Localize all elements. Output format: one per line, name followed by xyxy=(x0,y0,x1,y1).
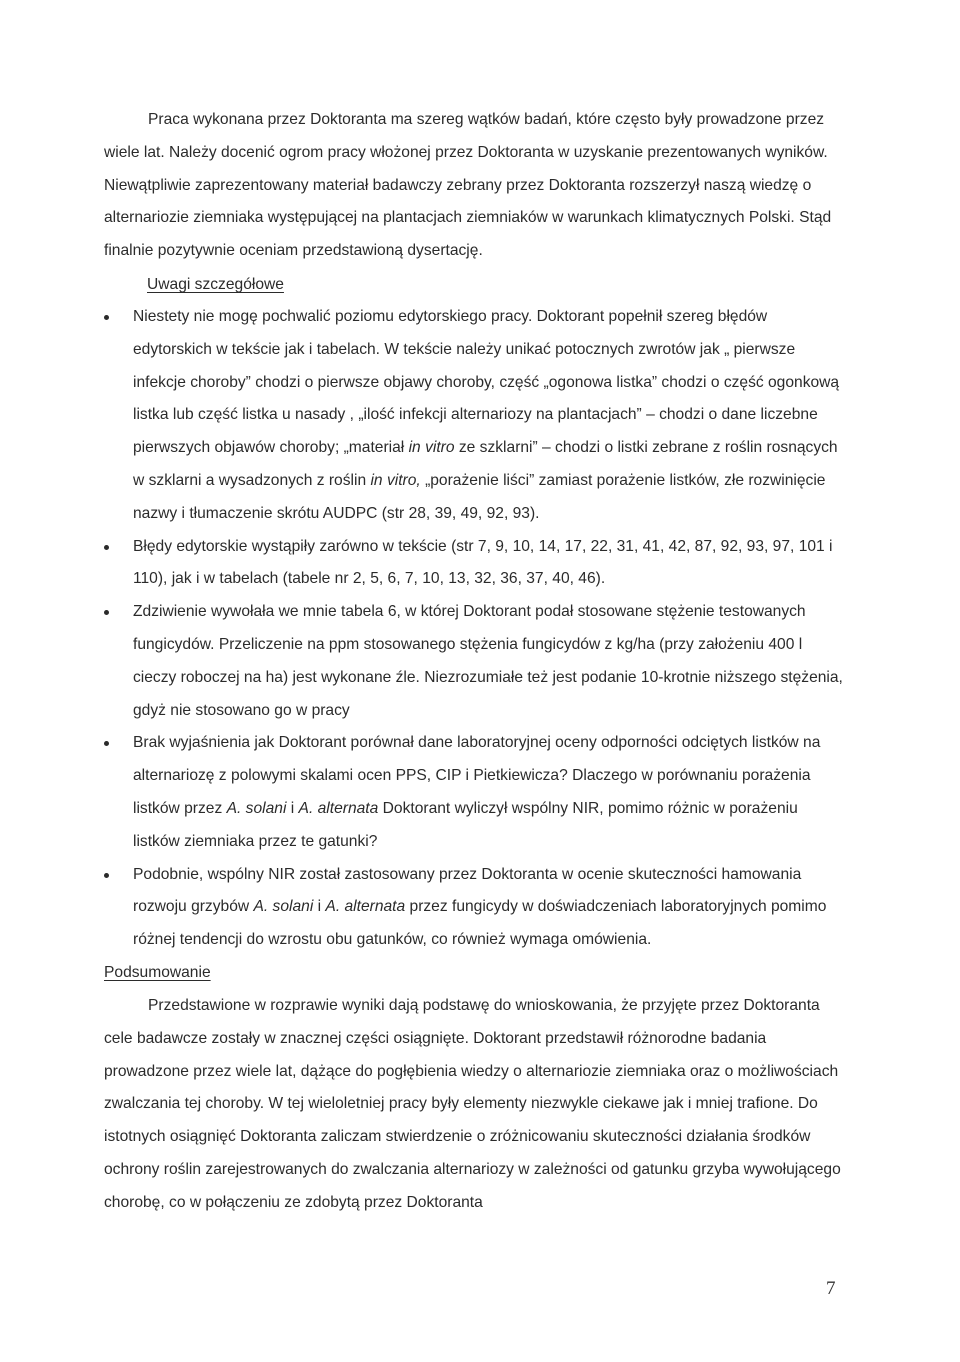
item-text: Niestety nie mogę pochwalić poziomu edytorskiego pracy. Doktorant popełnił szereg błędów edytorskich w tekście jak i tabelach. W tekście należy unikać potocznych zwrotów jak „ pierwsze infekcje choroby” chodzi o pierwsze objawy choroby, część „ogonowa listka” chodzi o część ogonkową listka lub część listka u nasady , „ilość infekcji alternariozy na plantacjach” – chodzi o dane liczebne pierwszych objawów choroby; „materiał xyxy=(133,308,840,457)
intro-text: Praca wykonana przez Doktoranta ma szereg wątków badań, które często były prowadzone przez wiele lat. Należy docenić ogrom pracy włożonej przez Doktoranta w uzyskanie prezentowanych wyników. Niewątpliwie zaprezentowany materiał badawczy zebrany przez Doktoranta rozszerzył naszą wiedzę o alternariozie ziemniaka występującej na plantacjach ziemniaków w warunkach klimatycznych Polski. Stąd finalnie pozytywnie oceniam przedstawioną dysertację. xyxy=(104,111,832,260)
list-item xyxy=(104,531,844,597)
summary-paragraph xyxy=(104,990,844,1220)
item-text: Błędy edytorskie wystąpiły zarówno w tekście (str 7, 9, 10, 14, 17, 22, 31, 41, 42, 87, 92, 93, 97, 101 i 110), jak i w tabelach (tabele nr 2, 5, 6, 7, 10, 13, 32, 36, 37, 40, 46). xyxy=(133,537,833,588)
bullet-icon xyxy=(104,315,109,320)
item-text: Doktorant wyliczył wspólny NIR, pomimo różnic w porażeniu listków ziemniaka przez te gatunki? xyxy=(133,799,798,850)
bullet-icon xyxy=(104,873,109,878)
intro-paragraph xyxy=(104,104,844,268)
item-italic: A. alternata xyxy=(298,799,379,817)
page-number: 7 xyxy=(826,1278,836,1299)
bullet-icon xyxy=(104,741,109,746)
list-item xyxy=(104,596,844,727)
item-italic: A. solani xyxy=(226,799,287,817)
bullet-icon xyxy=(104,545,109,550)
summary-text: Przedstawione w rozprawie wyniki dają podstawę do wnioskowania, że przyjęte przez Doktoranta cele badawcze zostały w znacznej części osiągnięte. Doktorant przedstawił różnorodne badania prowadzone przez wiele lat, dążące do pogłębienia wiedzy o alternariozie ziemniaka oraz o możliwościach zwalczania tej choroby. W tej wieloletniej pracy były elementy niezwykle ciekawe jak i mniej trafione. Do istotnych osiągnięć Doktoranta zaliczam stwierdzenie o zróżnicowaniu skuteczności działania środków ochrony roślin zarejestrowanych do zwalczania alternariozy w zależności od gatunku grzyba wywołującego chorobę, co w połączeniu ze zdobytą przez Doktoranta xyxy=(104,997,841,1211)
section-heading-details: Uwagi szczegółowe xyxy=(147,276,284,293)
item-text: Zdziwienie wywołała we mnie tabela 6, w której Doktorant podał stosowane stężenie testowanych fungicydów. Przeliczenie na ppm stosowanego stężenia fungicydów z kg/ha (przy założeniu 400 l cieczy roboczej na ha) jest wykonane źle. Niezrozumiałe też jest podanie 10-krotnie niższego stężenia, gdyż nie stosowano go w pracy xyxy=(133,603,843,719)
item-text: przez fungicydy w doświadczeniach laboratoryjnych pomimo różnej tendencji do wzrostu obu gatunków, co również wymaga omówienia. xyxy=(133,898,827,949)
item-italic: A. alternata xyxy=(325,898,406,916)
section-heading-summary: Podsumowanie xyxy=(104,964,211,981)
bullet-icon xyxy=(104,610,109,615)
item-text: Podobnie, wspólny NIR został zastosowany przez Doktoranta w ocenie skuteczności hamowania rozwoju grzybów xyxy=(133,865,802,916)
item-text: Brak wyjaśnienia jak Doktorant porównał dane laboratoryjnej oceny odporności odciętych listków na alternariozę z polowymi skalami ocen PPS, CIP i Pietkiewicza? Dlaczego w porównaniu porażenia listków przez xyxy=(133,734,821,817)
details-list xyxy=(104,301,844,957)
item-italic: A. solani xyxy=(253,898,314,916)
item-italic: in vitro xyxy=(408,439,455,457)
item-text: i xyxy=(286,799,299,817)
list-item xyxy=(104,301,844,531)
list-item xyxy=(104,727,844,858)
item-text: „porażenie liści” zamiast porażenie listków, złe rozwinięcie nazwy i tłumaczenie skrótu AUDPC (str 28, 39, 49, 92, 93). xyxy=(133,471,826,522)
item-text: ze szklarni” – chodzi o listki zebrane z roślin rosnących w szklarni a wysadzonych z roślin xyxy=(133,439,838,489)
list-item xyxy=(104,859,844,957)
item-italic: in vitro, xyxy=(370,471,421,489)
item-text: i xyxy=(313,898,326,916)
